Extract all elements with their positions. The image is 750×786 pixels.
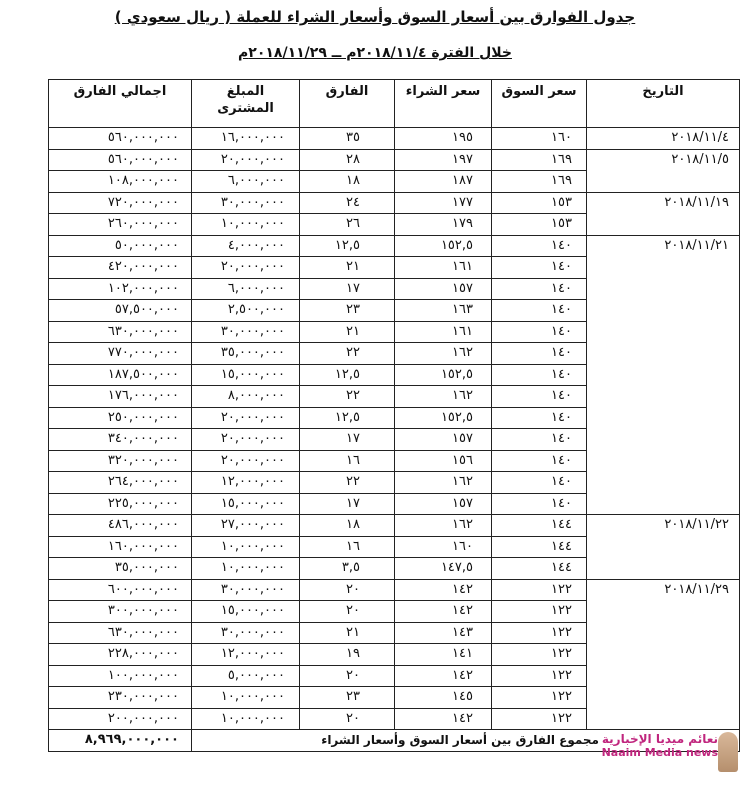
cell-buy-price: ١٤٢ [395, 579, 492, 601]
cell-total-difference: ٢٦٠,٠٠٠,٠٠٠ [49, 214, 192, 236]
cell-market-price: ١٢٢ [492, 579, 587, 601]
cell-market-price: ١٥٣ [492, 192, 587, 214]
cell-amount: ٥,٠٠٠,٠٠٠ [192, 665, 300, 687]
subtitle-text: خلال الفترة ٢٠١٨/١١/٤م ــ ٢٠١٨/١١/٢٩م [238, 45, 512, 61]
cell-market-price: ١٤٠ [492, 429, 587, 451]
watermark-logo [588, 732, 738, 776]
cell-amount: ١٠,٠٠٠,٠٠٠ [192, 558, 300, 580]
cell-difference: ٢١ [300, 257, 395, 279]
cell-difference: ١٦ [300, 536, 395, 558]
cell-buy-price: ١٥٢,٥ [395, 235, 492, 257]
cell-difference: ٣٥ [300, 128, 395, 150]
cell-total-difference: ٤٢٠,٠٠٠,٠٠٠ [49, 257, 192, 279]
cell-buy-price: ١٩٥ [395, 128, 492, 150]
cell-buy-price: ١٨٧ [395, 171, 492, 193]
cell-total-difference: ٦٠٠,٠٠٠,٠٠٠ [49, 579, 192, 601]
cell-difference: ١٨ [300, 515, 395, 537]
cell-buy-price: ١٥٧ [395, 493, 492, 515]
header-difference: الفارق [300, 80, 395, 128]
cell-amount: ٢٠,٠٠٠,٠٠٠ [192, 429, 300, 451]
cell-difference: ١٧ [300, 429, 395, 451]
avatar-icon [718, 732, 738, 772]
cell-market-price: ١٤٠ [492, 472, 587, 494]
cell-market-price: ١٢٢ [492, 622, 587, 644]
cell-date: ٢٠١٨/١١/٢٢ [587, 515, 740, 580]
cell-market-price: ١٤٤ [492, 515, 587, 537]
cell-total-difference: ١٧٦,٠٠٠,٠٠٠ [49, 386, 192, 408]
cell-total-difference: ٣٠٠,٠٠٠,٠٠٠ [49, 601, 192, 623]
cell-total-difference: ٧٧٠,٠٠٠,٠٠٠ [49, 343, 192, 365]
cell-total-difference: ٦٣٠,٠٠٠,٠٠٠ [49, 622, 192, 644]
cell-amount: ٦,٠٠٠,٠٠٠ [192, 171, 300, 193]
table-row [49, 235, 740, 257]
cell-buy-price: ١٤٢ [395, 601, 492, 623]
cell-amount: ١٠,٠٠٠,٠٠٠ [192, 214, 300, 236]
cell-amount: ١٦,٠٠٠,٠٠٠ [192, 128, 300, 150]
cell-market-price: ١٤٤ [492, 558, 587, 580]
cell-total-difference: ٦٣٠,٠٠٠,٠٠٠ [49, 321, 192, 343]
cell-amount: ٢٠,٠٠٠,٠٠٠ [192, 149, 300, 171]
watermark-arabic: نعائم ميديا الإخبارية [601, 732, 718, 746]
table-header-row [49, 80, 740, 128]
cell-buy-price: ١٥٧ [395, 429, 492, 451]
cell-difference: ٢٠ [300, 665, 395, 687]
cell-buy-price: ١٥٢,٥ [395, 407, 492, 429]
cell-market-price: ١٢٢ [492, 687, 587, 709]
cell-market-price: ١٤٠ [492, 278, 587, 300]
cell-difference: ٢٠ [300, 579, 395, 601]
header-total-difference: اجمالي الفارق [49, 80, 192, 128]
table-row [49, 192, 740, 214]
cell-total-difference: ١٠٨,٠٠٠,٠٠٠ [49, 171, 192, 193]
table-body [49, 128, 740, 730]
cell-difference: ٢٠ [300, 708, 395, 730]
cell-amount: ١٥,٠٠٠,٠٠٠ [192, 601, 300, 623]
cell-difference: ١٢,٥ [300, 364, 395, 386]
cell-amount: ٢٧,٠٠٠,٠٠٠ [192, 515, 300, 537]
footer-label: مجموع الفارق بين أسعار السوق وأسعار الشراء [192, 730, 740, 752]
cell-difference: ١٢,٥ [300, 407, 395, 429]
cell-buy-price: ١٦٢ [395, 386, 492, 408]
cell-total-difference: ١٠٢,٠٠٠,٠٠٠ [49, 278, 192, 300]
cell-difference: ١٧ [300, 493, 395, 515]
cell-total-difference: ٥٦٠,٠٠٠,٠٠٠ [49, 128, 192, 150]
document-title [0, 8, 750, 26]
cell-difference: ١٧ [300, 278, 395, 300]
cell-difference: ٢٣ [300, 300, 395, 322]
cell-difference: ٢٢ [300, 343, 395, 365]
cell-date: ٢٠١٨/١١/٥ [587, 149, 740, 192]
cell-total-difference: ٣٥,٠٠٠,٠٠٠ [49, 558, 192, 580]
cell-market-price: ١٤٠ [492, 321, 587, 343]
cell-market-price: ١٦٩ [492, 149, 587, 171]
cell-buy-price: ١٤٧,٥ [395, 558, 492, 580]
cell-buy-price: ١٥٦ [395, 450, 492, 472]
cell-market-price: ١٤٠ [492, 235, 587, 257]
cell-date: ٢٠١٨/١١/٢١ [587, 235, 740, 515]
table-row [49, 515, 740, 537]
title-text: جدول الفوارق بين أسعار السوق وأسعار الشراء للعملة ( ريال سعودي ) [114, 8, 636, 26]
cell-total-difference: ١٦٠,٠٠٠,٠٠٠ [49, 536, 192, 558]
cell-market-price: ١٤٠ [492, 343, 587, 365]
cell-buy-price: ١٥٧ [395, 278, 492, 300]
cell-amount: ٦,٠٠٠,٠٠٠ [192, 278, 300, 300]
cell-market-price: ١٦٩ [492, 171, 587, 193]
cell-buy-price: ١٦٢ [395, 515, 492, 537]
cell-amount: ٢٠,٠٠٠,٠٠٠ [192, 450, 300, 472]
cell-difference: ٢٢ [300, 386, 395, 408]
header-amount: المبلغ المشترى [192, 80, 300, 128]
cell-total-difference: ٧٢٠,٠٠٠,٠٠٠ [49, 192, 192, 214]
header-market-price: سعر السوق [492, 80, 587, 128]
header-buy-price: سعر الشراء [395, 80, 492, 128]
cell-market-price: ١٢٢ [492, 665, 587, 687]
cell-amount: ١٠,٠٠٠,٠٠٠ [192, 536, 300, 558]
cell-buy-price: ١٦٠ [395, 536, 492, 558]
cell-amount: ١٢,٠٠٠,٠٠٠ [192, 472, 300, 494]
cell-total-difference: ١٨٧,٥٠٠,٠٠٠ [49, 364, 192, 386]
cell-buy-price: ١٤١ [395, 644, 492, 666]
header-date: التاريخ [587, 80, 740, 128]
cell-buy-price: ١٤٢ [395, 665, 492, 687]
cell-difference: ١٢,٥ [300, 235, 395, 257]
cell-total-difference: ٣٤٠,٠٠٠,٠٠٠ [49, 429, 192, 451]
cell-difference: ١٨ [300, 171, 395, 193]
cell-buy-price: ١٤٢ [395, 708, 492, 730]
cell-market-price: ١٤٠ [492, 364, 587, 386]
cell-total-difference: ٤٨٦,٠٠٠,٠٠٠ [49, 515, 192, 537]
cell-buy-price: ١٥٢,٥ [395, 364, 492, 386]
cell-amount: ١٢,٠٠٠,٠٠٠ [192, 644, 300, 666]
cell-amount: ٨,٠٠٠,٠٠٠ [192, 386, 300, 408]
cell-date: ٢٠١٨/١١/١٩ [587, 192, 740, 235]
cell-market-price: ١٤٠ [492, 257, 587, 279]
cell-difference: ٣,٥ [300, 558, 395, 580]
cell-amount: ١٥,٠٠٠,٠٠٠ [192, 493, 300, 515]
cell-buy-price: ١٩٧ [395, 149, 492, 171]
cell-total-difference: ٢٥٠,٠٠٠,٠٠٠ [49, 407, 192, 429]
cell-market-price: ١٤٤ [492, 536, 587, 558]
cell-total-difference: ٢٢٨,٠٠٠,٠٠٠ [49, 644, 192, 666]
cell-difference: ٢٠ [300, 601, 395, 623]
cell-buy-price: ١٦٢ [395, 343, 492, 365]
cell-difference: ٢٣ [300, 687, 395, 709]
cell-difference: ٢٨ [300, 149, 395, 171]
footer-grand-total: ٨,٩٦٩,٠٠٠,٠٠٠ [49, 730, 192, 752]
document-subtitle [0, 45, 750, 61]
cell-total-difference: ٢٦٤,٠٠٠,٠٠٠ [49, 472, 192, 494]
cell-market-price: ١٤٠ [492, 407, 587, 429]
cell-difference: ٢١ [300, 622, 395, 644]
table-row [49, 579, 740, 601]
cell-amount: ١٠,٠٠٠,٠٠٠ [192, 708, 300, 730]
cell-amount: ١٥,٠٠٠,٠٠٠ [192, 364, 300, 386]
cell-buy-price: ١٦٣ [395, 300, 492, 322]
cell-market-price: ١٤٠ [492, 450, 587, 472]
cell-buy-price: ١٧٩ [395, 214, 492, 236]
cell-difference: ٢٦ [300, 214, 395, 236]
cell-amount: ٣٠,٠٠٠,٠٠٠ [192, 321, 300, 343]
cell-total-difference: ١٠٠,٠٠٠,٠٠٠ [49, 665, 192, 687]
cell-difference: ٢٢ [300, 472, 395, 494]
table-row [49, 128, 740, 150]
watermark-latin: Naaim Media news [601, 746, 718, 759]
cell-total-difference: ٥٠,٠٠٠,٠٠٠ [49, 235, 192, 257]
cell-total-difference: ٢٠٠,٠٠٠,٠٠٠ [49, 708, 192, 730]
cell-buy-price: ١٦١ [395, 321, 492, 343]
cell-market-price: ١٢٢ [492, 644, 587, 666]
cell-amount: ٣٠,٠٠٠,٠٠٠ [192, 192, 300, 214]
cell-amount: ٢٠,٠٠٠,٠٠٠ [192, 407, 300, 429]
cell-amount: ٢٠,٠٠٠,٠٠٠ [192, 257, 300, 279]
cell-amount: ٢,٥٠٠,٠٠٠ [192, 300, 300, 322]
cell-buy-price: ١٦١ [395, 257, 492, 279]
cell-market-price: ١٦٠ [492, 128, 587, 150]
cell-date: ٢٠١٨/١١/٤ [587, 128, 740, 150]
cell-amount: ٣٠,٠٠٠,٠٠٠ [192, 622, 300, 644]
cell-amount: ٣٥,٠٠٠,٠٠٠ [192, 343, 300, 365]
cell-amount: ٣٠,٠٠٠,٠٠٠ [192, 579, 300, 601]
cell-market-price: ١٢٢ [492, 708, 587, 730]
cell-buy-price: ١٧٧ [395, 192, 492, 214]
cell-amount: ٤,٠٠٠,٠٠٠ [192, 235, 300, 257]
cell-total-difference: ٢٢٥,٠٠٠,٠٠٠ [49, 493, 192, 515]
cell-difference: ٢٤ [300, 192, 395, 214]
cell-market-price: ١٥٣ [492, 214, 587, 236]
table-row [49, 149, 740, 171]
cell-total-difference: ٢٣٠,٠٠٠,٠٠٠ [49, 687, 192, 709]
cell-difference: ١٩ [300, 644, 395, 666]
cell-difference: ١٦ [300, 450, 395, 472]
cell-buy-price: ١٦٢ [395, 472, 492, 494]
cell-buy-price: ١٤٥ [395, 687, 492, 709]
cell-market-price: ١٤٠ [492, 300, 587, 322]
cell-total-difference: ٥٦٠,٠٠٠,٠٠٠ [49, 149, 192, 171]
cell-market-price: ١٢٢ [492, 601, 587, 623]
cell-buy-price: ١٤٣ [395, 622, 492, 644]
cell-amount: ١٠,٠٠٠,٠٠٠ [192, 687, 300, 709]
cell-total-difference: ٣٢٠,٠٠٠,٠٠٠ [49, 450, 192, 472]
cell-market-price: ١٤٠ [492, 493, 587, 515]
cell-date: ٢٠١٨/١١/٢٩ [587, 579, 740, 730]
cell-total-difference: ٥٧,٥٠٠,٠٠٠ [49, 300, 192, 322]
cell-market-price: ١٤٠ [492, 386, 587, 408]
differences-table [48, 79, 740, 752]
cell-difference: ٢١ [300, 321, 395, 343]
